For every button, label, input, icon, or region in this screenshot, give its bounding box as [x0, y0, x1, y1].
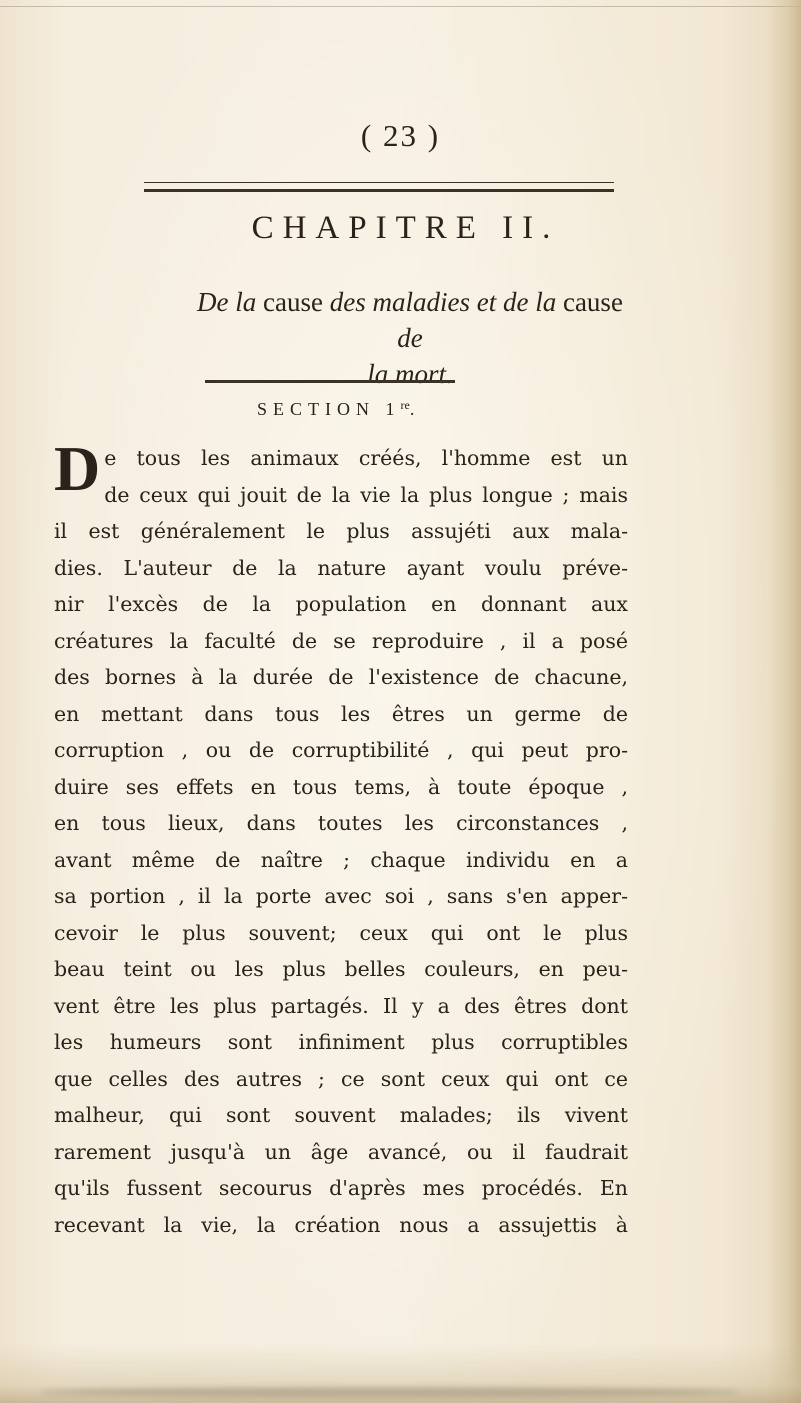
text-line: recevant la vie, la création nous a assujettis à	[54, 1212, 628, 1237]
page-top-edge	[0, 6, 801, 7]
subtitle-part-6: la mort.	[367, 359, 453, 389]
text-line: des bornes à la durée de l'existence de chacune,	[54, 665, 628, 689]
subtitle-part-3: des maladies et de la	[329, 287, 557, 317]
text-line: nir l'excès de la population en donnant aux	[54, 592, 628, 616]
text-line: malheur, qui sont souvent malades; ils vivent	[54, 1103, 628, 1127]
chapter-title: CHAPITRE II.	[251, 210, 560, 246]
text-line: que celles des autres ; ce sont ceux qui ont ce	[54, 1066, 628, 1091]
text-line: vent être les plus partagés. Il y a des êtres dont	[54, 993, 628, 1018]
text-line: cevoir le plus souvent; ceux qui ont le plus	[54, 920, 628, 945]
section-number-superscript: re	[400, 398, 410, 412]
text-line: il est généralement le plus assujéti aux mala-	[54, 519, 628, 543]
text-line: avant même de naître ; chaque individu en a	[54, 847, 628, 872]
drop-cap-letter: D	[54, 433, 101, 504]
section-period: .	[409, 399, 421, 419]
header-double-rule	[144, 182, 614, 192]
text-line: qu'ils fussent secourus d'après mes procédés. En	[54, 1176, 628, 1200]
body-paragraph	[54, 433, 628, 1243]
text-line: e tous les animaux créés, l'homme est un	[104, 446, 628, 470]
page-bottom-smudge	[40, 1387, 740, 1397]
section-heading	[257, 398, 420, 420]
text-line: sa portion , il la porte avec soi , sans s'en apper-	[54, 884, 628, 908]
subtitle-part-2: cause	[263, 287, 323, 317]
text-line: créatures la faculté de se reproduire , il a posé	[54, 628, 628, 653]
text-line: duire ses effets en tous tems, à toute époque ,	[54, 774, 628, 799]
text-line: les humeurs sont infiniment plus corruptibles	[54, 1030, 628, 1054]
section-number: 1	[385, 399, 401, 419]
page-number: ( 23 )	[360, 118, 441, 153]
text-line: en mettant dans tous les êtres un germe de	[54, 701, 628, 726]
subtitle-part-4: cause	[562, 287, 623, 317]
subtitle-part-5: de	[397, 323, 423, 353]
text-line: dies. L'auteur de la nature ayant voulu préve-	[54, 555, 628, 580]
text-line: en tous lieux, dans toutes les circonstances ,	[54, 811, 628, 835]
section-label: SECTION	[257, 399, 375, 419]
subtitle-part-1: De la	[197, 287, 257, 317]
text-line: beau teint ou les plus belles couleurs, en peu-	[54, 957, 628, 981]
text-line: rarement jusqu'à un âge avancé, ou il faudrait	[54, 1139, 628, 1164]
chapter-subtitle	[190, 284, 630, 392]
text-line: de ceux qui jouit de la vie la plus longue ; mais	[104, 482, 628, 507]
text-line: corruption , ou de corruptibilité , qui peut pro-	[54, 738, 628, 762]
section-rule	[205, 380, 455, 383]
